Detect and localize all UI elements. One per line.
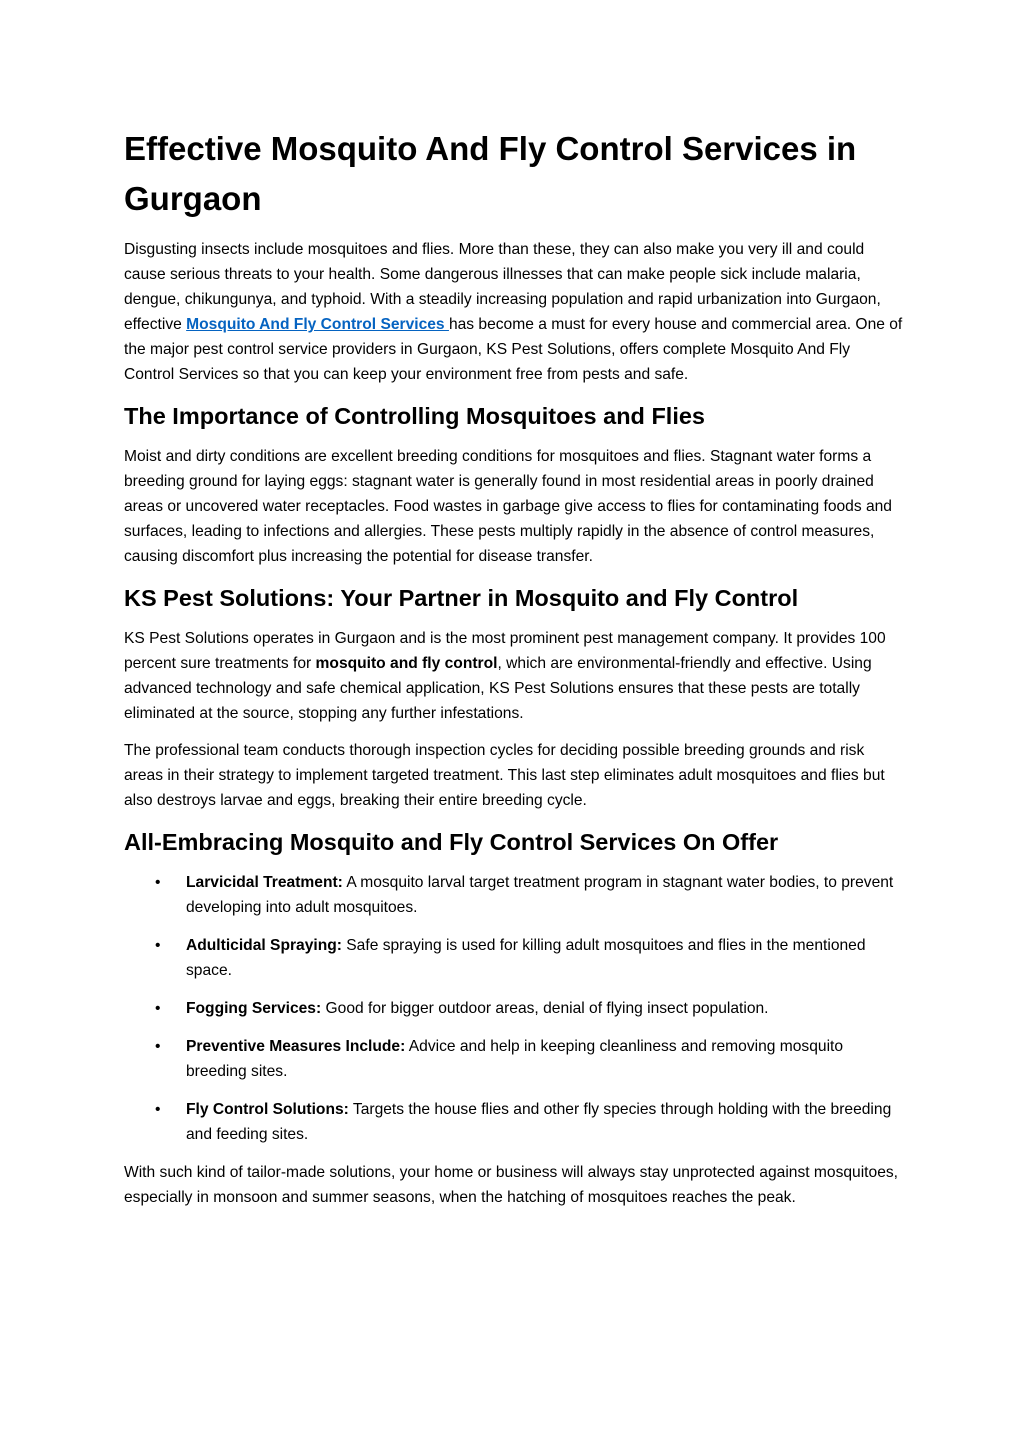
mosquito-fly-control-link[interactable]: Mosquito And Fly Control Services bbox=[186, 316, 449, 333]
partner-paragraph-2: The professional team conducts thorough inspection cycles for deciding possible breeding grounds and risk areas in their strategy to implement targeted treatment. This last step eliminates adult mosquitoes and flies but also destroys larvae and eggs, breaking their entire breeding cycle. bbox=[124, 742, 885, 809]
list-item-text: Advice and help in keeping cleanliness and removing mosquito breeding sites. bbox=[186, 1038, 844, 1080]
partner-paragraph-1 bbox=[124, 626, 904, 726]
list-item-text: Good for bigger outdoor areas, denial of flying insect population. bbox=[321, 1000, 769, 1017]
list-item-text: Targets the house flies and other fly species through holding with the breeding and feeding sites. bbox=[186, 1101, 892, 1143]
list-item-text: A mosquito larval target treatment program in stagnant water bodies, to prevent developing into adult mosquitoes. bbox=[186, 874, 894, 916]
list-item bbox=[124, 933, 904, 983]
importance-paragraph: Moist and dirty conditions are excellent breeding conditions for mosquitoes and flies. Stagnant water forms a breeding ground for laying eggs: stagnant water is generally found in most residential areas in poorly drained areas or uncovered water receptacles. Food wastes in garbage give access to flies for contaminating foods and surfaces, leading to infections and allergies. These pests multiply rapidly in the absence of control measures, causing discomfort plus increasing the potential for disease transfer. bbox=[124, 448, 892, 565]
intro-paragraph bbox=[124, 237, 904, 387]
list-item-term: Preventive Measures Include: bbox=[186, 1038, 406, 1055]
list-item bbox=[124, 996, 904, 1021]
document-page bbox=[124, 124, 904, 1222]
section-heading-services: All-Embracing Mosquito and Fly Control Services On Offer bbox=[124, 829, 779, 855]
partner-text-before-bold: KS Pest Solutions operates in Gurgaon and is the most prominent pest management company. It provides 100 percent sure treatments for bbox=[124, 630, 886, 672]
list-item bbox=[124, 870, 904, 920]
list-item bbox=[124, 1034, 904, 1084]
bullet-icon: • bbox=[155, 937, 161, 954]
list-item-term: Adulticidal Spraying: bbox=[186, 937, 342, 954]
list-item-term: Fly Control Solutions: bbox=[186, 1101, 349, 1118]
list-item-text: Safe spraying is used for killing adult mosquitoes and flies in the mentioned space. bbox=[186, 937, 866, 979]
list-item bbox=[124, 1097, 904, 1147]
bullet-icon: • bbox=[155, 874, 161, 891]
list-item-term: Larvicidal Treatment: bbox=[186, 874, 343, 891]
bullet-icon: • bbox=[155, 1101, 161, 1118]
bullet-icon: • bbox=[155, 1000, 161, 1017]
page-title: Effective Mosquito And Fly Control Services in Gurgaon bbox=[124, 130, 857, 217]
intro-text-before-link: Disgusting insects include mosquitoes and flies. More than these, they can also make you very ill and could cause serious threats to your health. Some dangerous illnesses that can make people sick include malaria, dengue, chikungunya, and typhoid. With a steadily increasing population and rapid urbanization into Gurgaon, effective bbox=[124, 241, 881, 333]
section-heading-importance: The Importance of Controlling Mosquitoes and Flies bbox=[124, 403, 705, 429]
intro-text-after-link: has become a must for every house and commercial area. One of the major pest control service providers in Gurgaon, KS Pest Solutions, offers complete Mosquito And Fly Control Services so that you can keep your environment free from pests and safe. bbox=[124, 316, 903, 383]
partner-bold-phrase: mosquito and fly control bbox=[315, 655, 498, 672]
partner-text-after-bold: , which are environmental-friendly and effective. Using advanced technology and safe chemical application, KS Pest Solutions ensures that these pests are totally eliminated at the source, stopping any further infestations. bbox=[124, 655, 872, 722]
services-list bbox=[124, 870, 904, 1147]
closing-paragraph: With such kind of tailor-made solutions, your home or business will always stay unprotected against mosquitoes, especially in monsoon and summer seasons, when the hatching of mosquitoes reaches the peak. bbox=[124, 1164, 898, 1206]
list-item-term: Fogging Services: bbox=[186, 1000, 322, 1017]
section-heading-partner: KS Pest Solutions: Your Partner in Mosquito and Fly Control bbox=[124, 585, 799, 611]
bullet-icon: • bbox=[155, 1038, 161, 1055]
